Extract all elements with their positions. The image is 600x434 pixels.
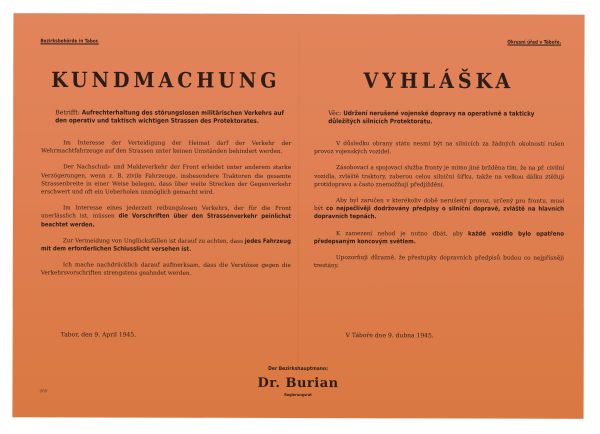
- czech-paragraph: Aby byl zaručen v kterékoliv době nerušený provoz, určený pro frontu, musí být co nejpečlivěji dodržovány předpisy o silniční dopravě, zvláště na hlavních dopravních tepnách.: [313, 198, 565, 221]
- german-paragraph: Zur Vermeidung von Unglücksfällen ist darauf zu achten, dass jedes Fahrzeug mit dem erforderlichen Schlusslicht versehen ist.: [40, 237, 291, 253]
- german-paragraph: Im Interesse der Verteidigung der Heimat darf der Verkehr der Wehrmachtfahrzeuge auf den Strassen unter keinen Umständen behindert werden.: [41, 140, 292, 156]
- czech-column: [307, 14, 572, 340]
- czech-subject: [328, 110, 563, 127]
- signature-intro: Der Bezirkshauptmann:: [268, 365, 329, 373]
- czech-subject-text: Udržení nerušené vojenské dopravy na operativně a takticky důležitých silnicích Protektorátu.: [328, 110, 535, 126]
- signature-title: Regierungsrat: [284, 391, 312, 398]
- signature-block: [13, 365, 584, 397]
- czech-date: V Táboře dne 9. dubna 1945.: [345, 332, 434, 340]
- print-code: 909: [39, 388, 48, 394]
- german-title: KUNDMACHUNG: [51, 68, 281, 94]
- german-authority: Bezirksbehörde in Tabor.: [40, 38, 99, 45]
- german-paragraph: Ich mache nachdrücklich darauf aufmerksam, dass die Verstösse gegen die Verkehrsvorschriften strengstens geahndet werden.: [40, 262, 291, 278]
- german-column: [34, 13, 299, 339]
- german-subject: [55, 109, 290, 126]
- czech-paragraph: Upozorňuji důrazně, že přestupky dopravních předpisů budou co nejpřísněji trestány.: [313, 255, 564, 270]
- german-date: Tabor, den 9. April 1945.: [60, 331, 137, 339]
- german-paragraph: Der Nachschub- und Meldeverkehr der Front erleidet unter anderem starke Verzögerungen, wenn z. B. zivile Fahrzeuge, insbesondere Traktoren die gesamte Strassenbreite in einer Weise belegen, dass über weite Strecken der Gegenverkehr erschwert und oft ein Ueberholen unmöglich gemacht wird.: [41, 164, 292, 196]
- czech-body: [314, 140, 564, 279]
- german-body: [41, 139, 291, 286]
- czech-paragraph: V důsledku obrany státu nesmí být na silnicích za žádných okolností rušen provoz vojenských vozidel.: [314, 141, 565, 156]
- german-paragraph: Im Interesse eines jederzeit reibungslosen Verkehrs, der für die Front unerlässlich ist, müssen die Vorschriften über den Strassenverkehr peinlichst beachtet werden.: [40, 205, 292, 229]
- czech-title: VYHLÁŠKA: [363, 69, 515, 94]
- czech-paragraph: Zásobovací a spojovací služba fronty je mimo jiné bržděna tím, že na př. civilní vozidla, zvláště traktory, zaberou celou silniční šířku, takže na velkou dálku ztěžují protidopravu a často znemožňují předjíždění.: [314, 165, 565, 189]
- czech-authority: Okresní úřad v Táboře.: [507, 39, 562, 46]
- czech-subject-label: Věc:: [328, 110, 342, 118]
- czech-paragraph: K zamezení nehod je nutno dbát, aby každé vozidlo bylo opatřeno předepsaným koncovým světlem.: [313, 230, 564, 246]
- signature-name: Dr. Burian: [257, 375, 339, 392]
- german-subject-text: Aufrechterhaltung des störungslosen militärischen Verkehrs auf den operativ und taktisch wichtigen Strassen des Protektorates.: [55, 109, 284, 126]
- poster: [12, 13, 584, 418]
- german-subject-label: Betrifft:: [55, 109, 80, 117]
